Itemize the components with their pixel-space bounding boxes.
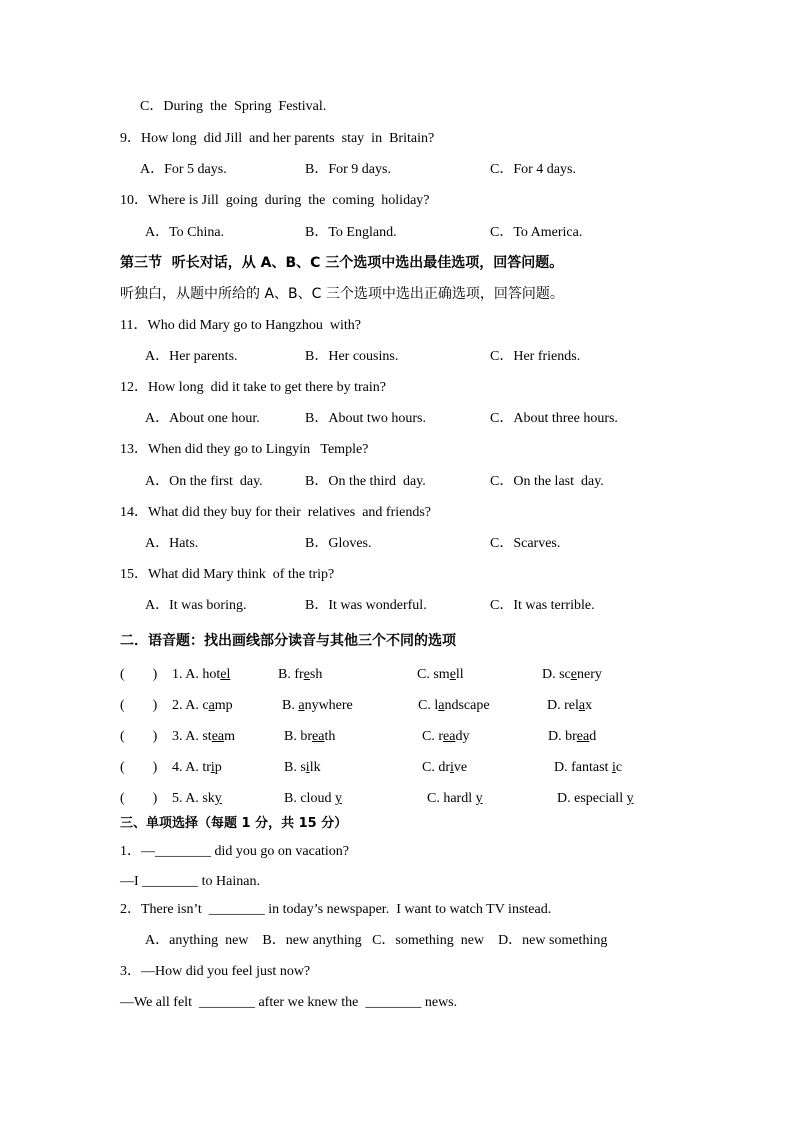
phonetics-title: 二．语音题：找出画线部分读音与其他三个不同的选项 xyxy=(120,633,456,649)
phonetic-row-2-c: C. landscape xyxy=(418,698,490,713)
q13-option-c: C．On the last day. xyxy=(490,474,604,489)
q14-stem: 14．What did they buy for their relatives and friends? xyxy=(120,505,432,520)
phonetic-row-2-b: B. anywhere xyxy=(282,698,353,713)
q12-option-b: B．About two hours. xyxy=(305,411,426,426)
phonetic-row-5-d: D. especiall y xyxy=(557,791,634,806)
q9-stem: 9．How long did Jill and her parents stay in Britain? xyxy=(120,131,435,146)
section3-instruction: 听独白，从题中所给的 A、B、C 三个选项中选出正确选项，回答问题。 xyxy=(120,286,564,302)
answer-paren: ( ) xyxy=(120,698,158,713)
q12-option-c: C．About three hours. xyxy=(490,411,618,426)
g-q1-line2: —I ________ to Hainan. xyxy=(120,874,260,889)
phonetic-row-1-b: B. fresh xyxy=(278,667,323,682)
q11-option-c: C．Her friends. xyxy=(490,349,581,364)
q10-option-c: C．To America. xyxy=(490,225,583,240)
phonetic-row-3-a: 3. A. steam xyxy=(172,729,236,744)
q13-stem: 13．When did they go to Lingyin Temple? xyxy=(120,442,369,457)
phonetic-row-5-c: C. hardl y xyxy=(427,791,483,806)
q8-option-c: C．During the Spring Festival. xyxy=(140,99,327,114)
q15-option-b: B．It was wonderful. xyxy=(305,598,427,613)
phonetic-row-1-a: 1. A. hotel xyxy=(172,667,231,682)
phonetic-row-3-c: C. ready xyxy=(422,729,470,744)
q12-stem: 12．How long did it take to get there by train? xyxy=(120,380,386,395)
g-q2-options: A．anything new B．new anything C．something new D．new something xyxy=(145,933,608,948)
q11-stem: 11．Who did Mary go to Hangzhou with? xyxy=(120,318,361,333)
q14-option-b: B．Gloves. xyxy=(305,536,372,551)
q9-option-b: B．For 9 days. xyxy=(305,162,391,177)
q15-option-a: A．It was boring. xyxy=(145,598,247,613)
q11-option-a: A．Her parents. xyxy=(145,349,238,364)
q11-option-b: B．Her cousins. xyxy=(305,349,399,364)
g-q1-line1: 1．—________ did you go on vacation? xyxy=(120,844,350,859)
phonetic-row-5-a: 5. A. sky xyxy=(172,791,222,806)
q10-stem: 10．Where is Jill going during the coming holiday? xyxy=(120,193,430,208)
phonetic-row-3-b: B. breath xyxy=(284,729,336,744)
section3-title: 第三节 听长对话，从 A、B、C 三个选项中选出最佳选项，回答问题。 xyxy=(120,255,564,271)
answer-paren: ( ) xyxy=(120,667,158,682)
phonetic-row-2-d: D. relax xyxy=(547,698,593,713)
phonetic-row-4-d: D. fantast ic xyxy=(554,760,623,775)
q14-option-a: A．Hats. xyxy=(145,536,199,551)
q9-option-c: C．For 4 days. xyxy=(490,162,576,177)
answer-paren: ( ) xyxy=(120,729,158,744)
answer-paren: ( ) xyxy=(120,791,158,806)
q15-stem: 15．What did Mary think of the trip? xyxy=(120,567,335,582)
phonetic-row-3-d: D. bread xyxy=(548,729,597,744)
answer-paren: ( ) xyxy=(120,760,158,775)
phonetic-row-2-a: 2. A. camp xyxy=(172,698,233,713)
g-q3-line1: 3．—How did you feel just now? xyxy=(120,964,311,979)
q13-option-b: B．On the third day. xyxy=(305,474,426,489)
grammar-title: 三、单项选择（每题 1 分，共 15 分） xyxy=(120,816,348,831)
q10-option-a: A．To China. xyxy=(145,225,225,240)
q9-option-a: A．For 5 days. xyxy=(140,162,227,177)
g-q3-line2: —We all felt ________ after we knew the ________ news. xyxy=(120,995,458,1010)
q14-option-c: C．Scarves. xyxy=(490,536,561,551)
q12-option-a: A．About one hour. xyxy=(145,411,260,426)
q15-option-c: C．It was terrible. xyxy=(490,598,595,613)
phonetic-row-4-b: B. silk xyxy=(284,760,321,775)
phonetic-row-4-c: C. drive xyxy=(422,760,468,775)
q10-option-b: B．To England. xyxy=(305,225,397,240)
q13-option-a: A．On the first day. xyxy=(145,474,263,489)
phonetic-row-5-b: B. cloud y xyxy=(284,791,342,806)
phonetic-row-1-d: D. scenery xyxy=(542,667,602,682)
g-q2-stem: 2．There isn’t ________ in today’s newspaper. I want to watch TV instead. xyxy=(120,902,552,917)
phonetic-row-4-a: 4. A. trip xyxy=(172,760,222,775)
phonetic-row-1-c: C. smell xyxy=(417,667,464,682)
